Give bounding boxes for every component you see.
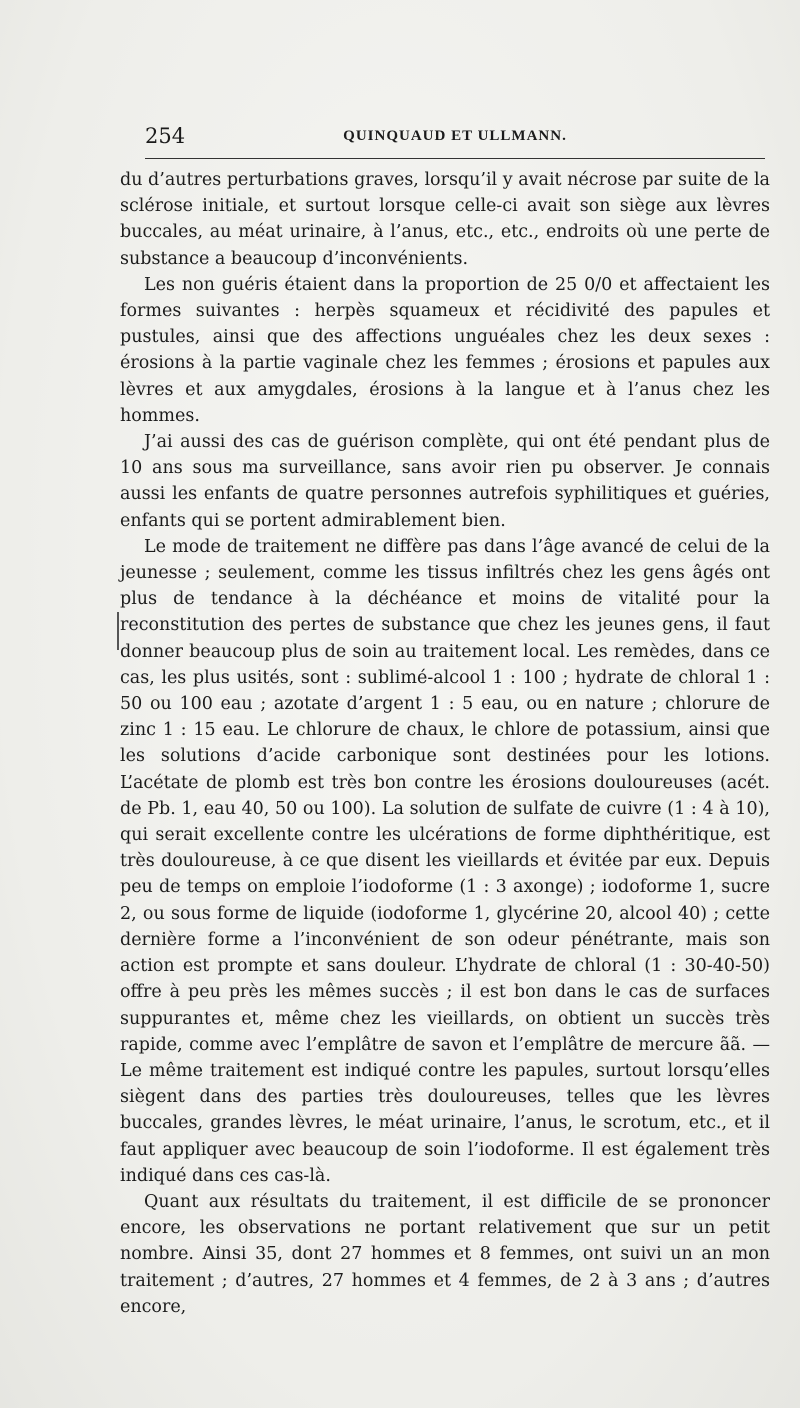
running-head: QUINQUAUD ET ULLMANN.	[343, 128, 567, 144]
paragraph-5: Quant aux résultats du traitement, il est difficile de se prononcer encore, les observations ne portant relativement que sur un petit nombre. Ainsi 35, dont 27 hommes et 8 femmes, ont suivi un an mon traitement ; d’autres, 27 hommes et 4 femmes, de 2 à 3 ans ; d’autres encore,	[120, 1191, 770, 1317]
paragraph-3: J’ai aussi des cas de guérison complète, qui ont été pendant plus de 10 ans sous ma surveillance, sans avoir rien pu observer. Je connais aussi les enfants de quatre personnes autrefois syphilitiques et guéries, enfants qui se portent admirablement bien.	[120, 432, 770, 531]
header-rule	[145, 158, 765, 159]
paragraph-4: Le mode de traitement ne diffère pas dans l’âge avancé de celui de la jeunesse ; seulement, comme les tissus infiltrés chez les gens âgés ont plus de tendance à la déchéance et moins de vitalité pour la reconstitution des pertes de substance que chez les jeunes gens, il faut donner beaucoup plus de soin au traitement local. Les remèdes, dans ce cas, les plus usités, sont : sublimé-alcool 1 : 100 ; hydrate de chloral 1 : 50 ou 100 eau ; azotate d’argent 1 : 5 eau, ou en nature ; chlorure de zinc 1 : 15 eau. Le chlorure de chaux, le chlore de potassium, ainsi que les solutions d’acide carbonique sont destinées pour les lotions. L’acétate de plomb est très bon contre les érosions douloureuses (acét. de Pb. 1, eau 40, 50 ou 100). La solution de sulfate de cuivre (1 : 4 à 10), qui serait excellente contre les ulcérations de forme diphthéritique, est très douloureuse, à ce que disent les vieillards et évitée par eux. Depuis peu de temps on emploie l’iodoforme (1 : 3 axonge) ; iodoforme 1, sucre 2, ou sous forme de liquide (iodoforme 1, glycérine 20, alcool 40) ; cette dernière forme a l’inconvénient de son odeur pénétrante, mais son action est prompte et sans douleur. L’hydrate de chloral (1 : 30-40-50) offre à peu près les mêmes succès ; il est bon dans le cas de surfaces suppurantes et, même chez les vieillards, on obtient un succès très rapide, comme avec l’emplâtre de savon et l’emplâtre de mercure ãã. — Le même traitement est indiqué contre les papules, surtout lorsqu’elles siègent dans des parties très douloureuses, telles que les lèvres buccales, grandes lèvres, le méat urinaire, l’anus, le scrotum, etc., et il faut appliquer avec beaucoup de soin l’iodoforme. Il est également très indiqué dans ces cas-là.	[120, 536, 770, 1186]
paragraph-2: Les non guéris étaient dans la proportion de 25 0/0 et affectaient les formes suivantes : herpès squameux et récidivité des papules et pustules, ainsi que des affections unguéales chez les deux sexes : érosions à la partie vaginale chez les femmes ; érosions et papules aux lèvres et aux amygdales, érosions à la langue et à l’anus chez les hommes.	[120, 274, 770, 426]
page-number: 254	[145, 124, 186, 148]
body-text	[120, 167, 770, 1320]
page-header	[145, 124, 765, 150]
paragraph-1: du d’autres perturbations graves, lorsqu’il y avait nécrose par suite de la sclérose initiale, et surtout lorsque celle-ci avait son siège aux lèvres buccales, au méat urinaire, à l’anus, etc., etc., endroits où une perte de substance a beaucoup d’inconvénients.	[120, 170, 770, 269]
margin-mark	[117, 612, 119, 650]
